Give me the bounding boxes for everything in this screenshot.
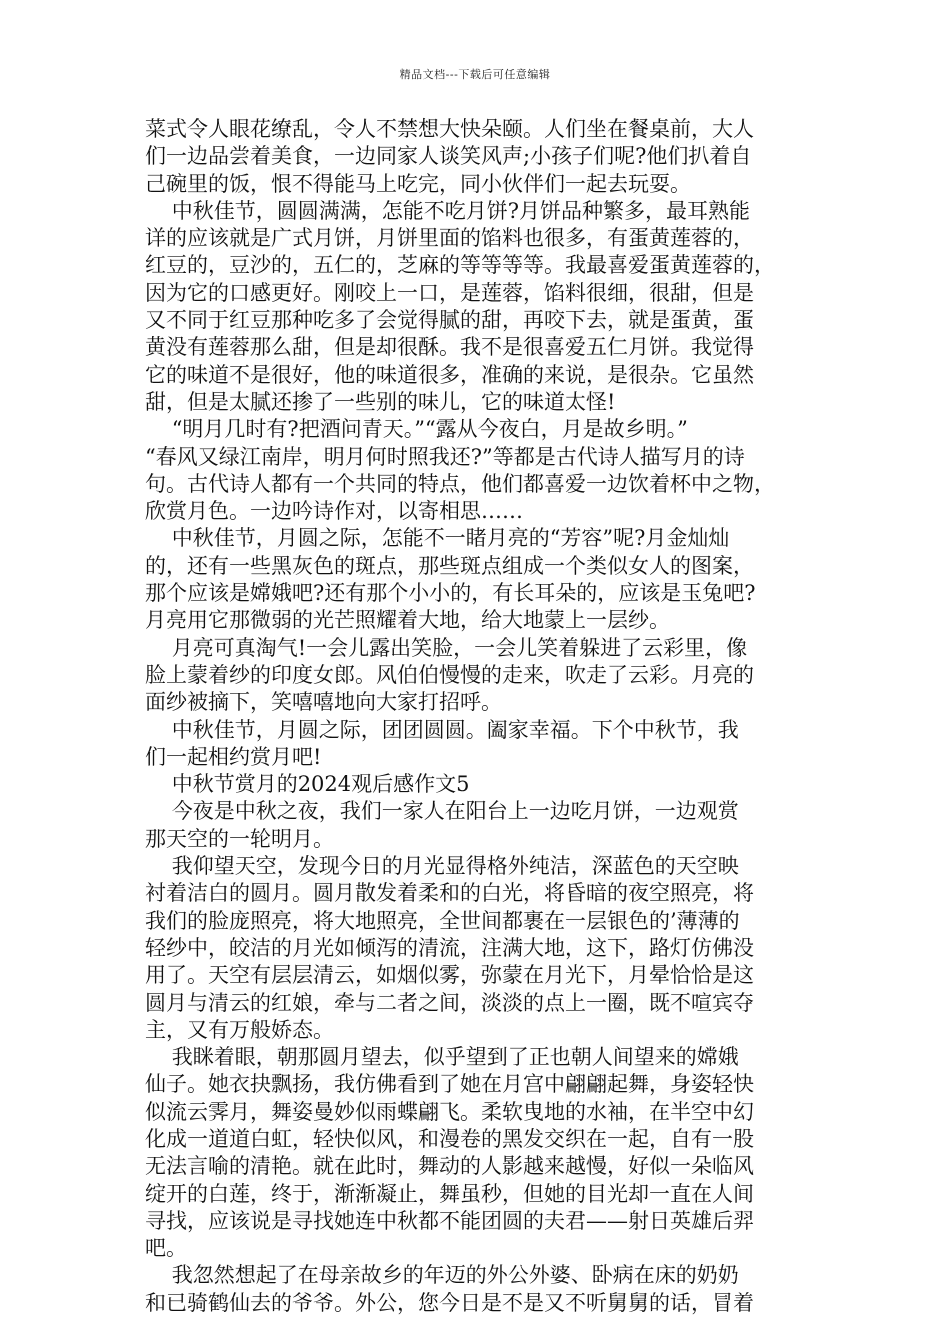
text-line: 的，还有一些黑灰色的斑点，那些斑点组成一个类似女人的图案， — [145, 553, 754, 578]
text-line: 衬着洁白的圆月。圆月散发着柔和的白光，将昏暗的夜空照亮，将 — [145, 881, 754, 906]
text-line: 详的应该就是广式月饼，月饼里面的馅料也很多，有蛋黄莲蓉的， — [145, 226, 754, 251]
text-line: 和已骑鹤仙去的爷爷。外公，您今日是不是又不听舅舅的话，冒着 — [145, 1290, 754, 1315]
text-line: 面纱被摘下，笑嘻嘻地向大家打招呼。 — [145, 690, 502, 715]
text-line: 它的味道不是很好，他的味道很多，准确的来说，是很杂。它虽然 — [145, 362, 754, 387]
text-line: 欣赏月色。一边吟诗作对，以寄相思…… — [145, 499, 523, 524]
text-line: 似流云霁月，舞姿曼妙似雨蝶翩飞。柔软曳地的水袖，在半空中幻 — [145, 1099, 754, 1124]
text-line: 主，又有万般娇态。 — [145, 1017, 334, 1042]
text-line: 月亮用它那微弱的光芒照耀着大地，给大地蒙上一层纱。 — [145, 608, 670, 633]
text-line: 绽开的白莲，终于，渐渐凝止，舞虽秒，但她的目光却一直在人间 — [145, 1181, 754, 1206]
text-line: 红豆的，豆沙的，五仁的，芝麻的等等等等。我最喜爱蛋黄莲蓉的， — [145, 253, 775, 278]
text-line: 那天空的一轮明月。 — [145, 826, 334, 851]
text-line: 化成一道道白虹，轻快似风，和漫卷的黑发交织在一起，自有一股 — [145, 1126, 754, 1151]
text-line: 因为它的口感更好。刚咬上一口，是莲蓉，馅料很细，很甜，但是 — [145, 280, 754, 305]
text-line: 吧。 — [145, 1236, 187, 1261]
text-line: “明月几时有?把酒问青天。”“露从今夜白，月是故乡明。” — [145, 417, 688, 442]
text-line: 今夜是中秋之夜，我们一家人在阳台上一边吃月饼，一边观赏 — [145, 799, 739, 824]
text-line: 我仰望天空，发现今日的月光显得格外纯洁，深蓝色的天空映 — [145, 854, 739, 879]
text-line: 脸上蒙着纱的印度女郎。风伯伯慢慢的走来，吹走了云彩。月亮的 — [145, 662, 754, 687]
page-header: 精品文档---下载后可任意编辑 — [399, 68, 551, 81]
text-line: 句。古代诗人都有一个共同的特点，他们都喜爱一边饮着杯中之物， — [145, 471, 775, 496]
text-line: 菜式令人眼花缭乱，令人不禁想大快朵颐。人们坐在餐桌前，大人 — [145, 117, 754, 141]
text-line: 们一边品尝着美食，一边同家人谈笑风声;小孩子们呢?他们扒着自 — [145, 144, 752, 169]
text-line: 中秋节赏月的2024观后感作文5 — [145, 772, 470, 797]
text-line: 黄没有莲蓉那么甜，但是却很酥。我不是很喜爱五仁月饼。我觉得 — [145, 335, 754, 360]
text-line: 我们的脸庞照亮，将大地照亮，全世间都裹在一层银色的’薄薄的 — [145, 908, 740, 933]
text-line: 那个应该是嫦娥吧?还有那个小小的，有长耳朵的，应该是玉兔吧? — [145, 581, 756, 606]
document-body — [145, 116, 815, 1317]
text-line: 轻纱中，皎洁的月光如倾泻的清流，注满大地，这下，路灯仿佛没 — [145, 935, 754, 960]
text-line: 圆月与清云的红娘，牵与二者之间，淡淡的点上一圈，既不喧宾夺 — [145, 990, 754, 1015]
text-line: 仙子。她衣抉飘扬，我仿佛看到了她在月宫中翩翩起舞，身姿轻快 — [145, 1072, 754, 1097]
text-line: 中秋佳节，月圆之际，团团圆圆。阖家幸福。下个中秋节，我 — [145, 717, 739, 742]
text-line: 甜，但是太腻还掺了一些别的味儿，它的味道太怪! — [145, 389, 616, 414]
text-line: 寻找，应该说是寻找她连中秋都不能团圆的夫君——射日英雄后羿 — [145, 1208, 754, 1233]
text-line: 中秋佳节，月圆之际，怎能不一睹月亮的“芳容”呢?月金灿灿 — [145, 526, 730, 551]
text-line: “春风又绿江南岸，明月何时照我还?”等都是古代诗人描写月的诗 — [145, 444, 745, 469]
text-line: 无法言喻的清艳。就在此时，舞动的人影越来越慢，好似一朵临风 — [145, 1154, 754, 1179]
text-line: 月亮可真淘气!一会儿露出笑脸，一会儿笑着躲进了云彩里，像 — [145, 635, 748, 660]
text-line: 们一起相约赏月吧! — [145, 744, 322, 769]
text-line: 我眯着眼，朝那圆月望去，似乎望到了正也朝人间望来的嫦娥 — [145, 1045, 739, 1070]
text-line: 又不同于红豆那种吃多了会觉得腻的甜，再咬下去，就是蛋黄，蛋 — [145, 308, 754, 333]
text-line: 我忽然想起了在母亲故乡的年迈的外公外婆、卧病在床的奶奶 — [145, 1263, 739, 1288]
text-line: 用了。天空有层层清云，如烟似雾，弥蒙在月光下，月晕恰恰是这 — [145, 963, 754, 988]
text-line: 己碗里的饭，恨不得能马上吃完，同小伙伴们一起去玩耍。 — [145, 171, 691, 196]
text-line: 中秋佳节，圆圆满满，怎能不吃月饼?月饼品种繁多，最耳熟能 — [145, 198, 750, 223]
